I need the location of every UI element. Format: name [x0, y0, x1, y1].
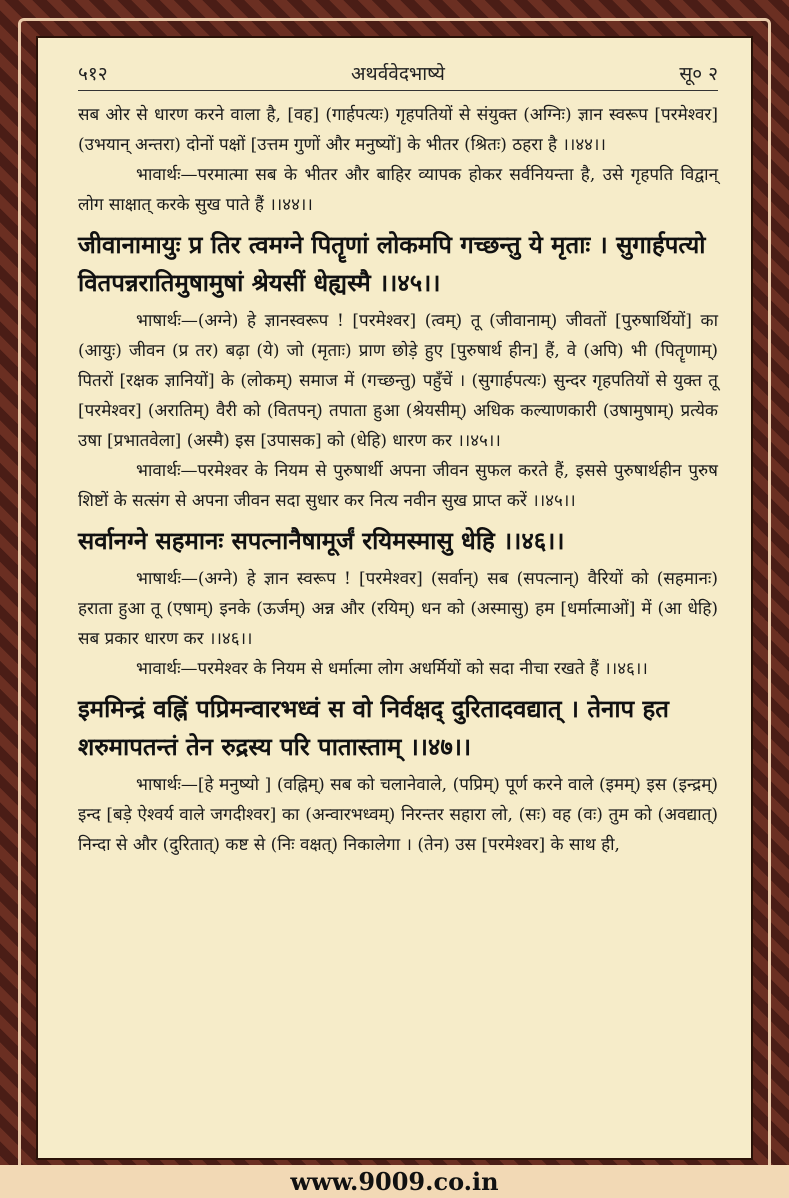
header-divider: [78, 90, 718, 91]
bhasharth-paragraph: भाषार्थः—[हे मनुष्यो ] (वह्निम्) सब को चलानेवाले, (पप्रिम्) पूर्ण करने वाले (इमम्) इस (इन्द्रम्) इन्द [बड़े ऐश्वर्य वाले जगदीश्वर] का (अन्वारभध्वम्) निरन्तर सहारा लो, (सः) वह (वः) तुम को (अवद्यात्) निन्दा से और (दुरितात्) कष्ट से (निः वक्षत्) निकालेगा । (तेन) उस [परमेश्वर] के साथ ही,: [78, 775, 718, 855]
book-page: [36, 36, 753, 1160]
website-link[interactable]: www.9009.co.in: [290, 1167, 499, 1196]
bhavartha-paragraph: भावार्थः—परमात्मा सब के भीतर और बाहिर व्यापक होकर सर्वनियन्ता है, उसे गृहपति विद्वान् लोग साक्षात् करके सुख पाते हैं ।।४४।।: [78, 165, 718, 215]
page-header: [78, 60, 718, 90]
page-title: अथर्ववेदभाष्ये: [351, 63, 445, 85]
page-number: ५१२: [78, 63, 108, 85]
paragraph: सब ओर से धारण करने वाला है, [वह] (गार्हपत्यः) गृहपतियों से संयुक्त (अग्निः) ज्ञान स्वरूप [परमेश्वर] (उभयान् अन्तरा) दोनों पक्षों [उत्तम गुणों और मनुष्यों] के भीतर (श्रितः) ठहरा है ।।४४।।: [78, 105, 718, 155]
bhasharth-paragraph: भाषार्थः—(अग्ने) हे ज्ञानस्वरूप ! [परमेश्वर] (त्वम्) तू (जीवानाम्) जीवतों [पुरुषार्थियों] का (आयुः) जीवन (प्र तर) बढ़ा (ये) जो (मृताः) प्राण छोड़े हुए [पुरुषार्थ हीन] हैं, वे (अपि) भी (पितॄणाम्) पितरों [रक्षक ज्ञानियों] के (लोकम्) समाज में (गच्छन्तु) पहुँचें । (सुगार्हपत्यः) सुन्दर गृहपतियों से युक्त तू [परमेश्वर] (अरातिम्) वैरी को (वितपन्) तपाता हुआ (श्रेयसीम्) अधिक कल्याणकारी (उषामुषाम्) प्रत्येक उषा [प्रभातवेला] (अस्मै) इस [उपासक] को (धेहि) धारण कर ।।४५।।: [78, 311, 718, 451]
bhavartha-paragraph: भावार्थः—परमेश्वर के नियम से धर्मात्मा लोग अधर्मियों को सदा नीचा रखते हैं ।।४६।।: [136, 659, 648, 679]
sukta-number: सू० २: [679, 63, 718, 85]
mantra-verse: इममिन्द्रं वह्निं पप्रिमन्वारभध्वं स वो निर्वक्षद् दुरितादवद्यात् । तेनाप हत शरुमापतन्तं तेन रुद्रस्य परि पातास्ताम् ।।४७।।: [78, 694, 669, 761]
website-footer: [0, 1165, 789, 1198]
bhasharth-paragraph: भाषार्थः—(अग्ने) हे ज्ञान स्वरूप ! [परमेश्वर] (सर्वान्) सब (सपत्नान्) वैरियों को (सहमानः) हराता हुआ तू (एषाम्) इनके (ऊर्जम्) अन्न और (रयिम्) धन को (अस्मासु) हम [धर्मात्माओं] में (आ धेहि) सब प्रकार धारण कर ।।४६।।: [78, 569, 718, 649]
mantra-verse: सर्वानग्ने सहमानः सपत्नानैषामूर्जं रयिमस्मासु धेहि ।।४६।।: [78, 526, 565, 555]
bhavartha-paragraph: भावार्थः—परमेश्वर के नियम से पुरुषार्थी अपना जीवन सुफल करते हैं, इससे पुरुषार्थहीन पुरुष शिष्टों के सत्संग से अपना जीवन सदा सुधार कर नित्य नवीन सुख प्राप्त करें ।।४५।।: [78, 461, 718, 511]
mantra-verse: जीवानामायुः प्र तिर त्वमग्ने पितॄणां लोकमपि गच्छन्तु ये मृताः । सुगार्हपत्यो वितपन्नरातिमुषामुषां श्रेयसीं धेह्यस्मै ।।४५।।: [78, 230, 706, 297]
page-body: [78, 100, 718, 860]
